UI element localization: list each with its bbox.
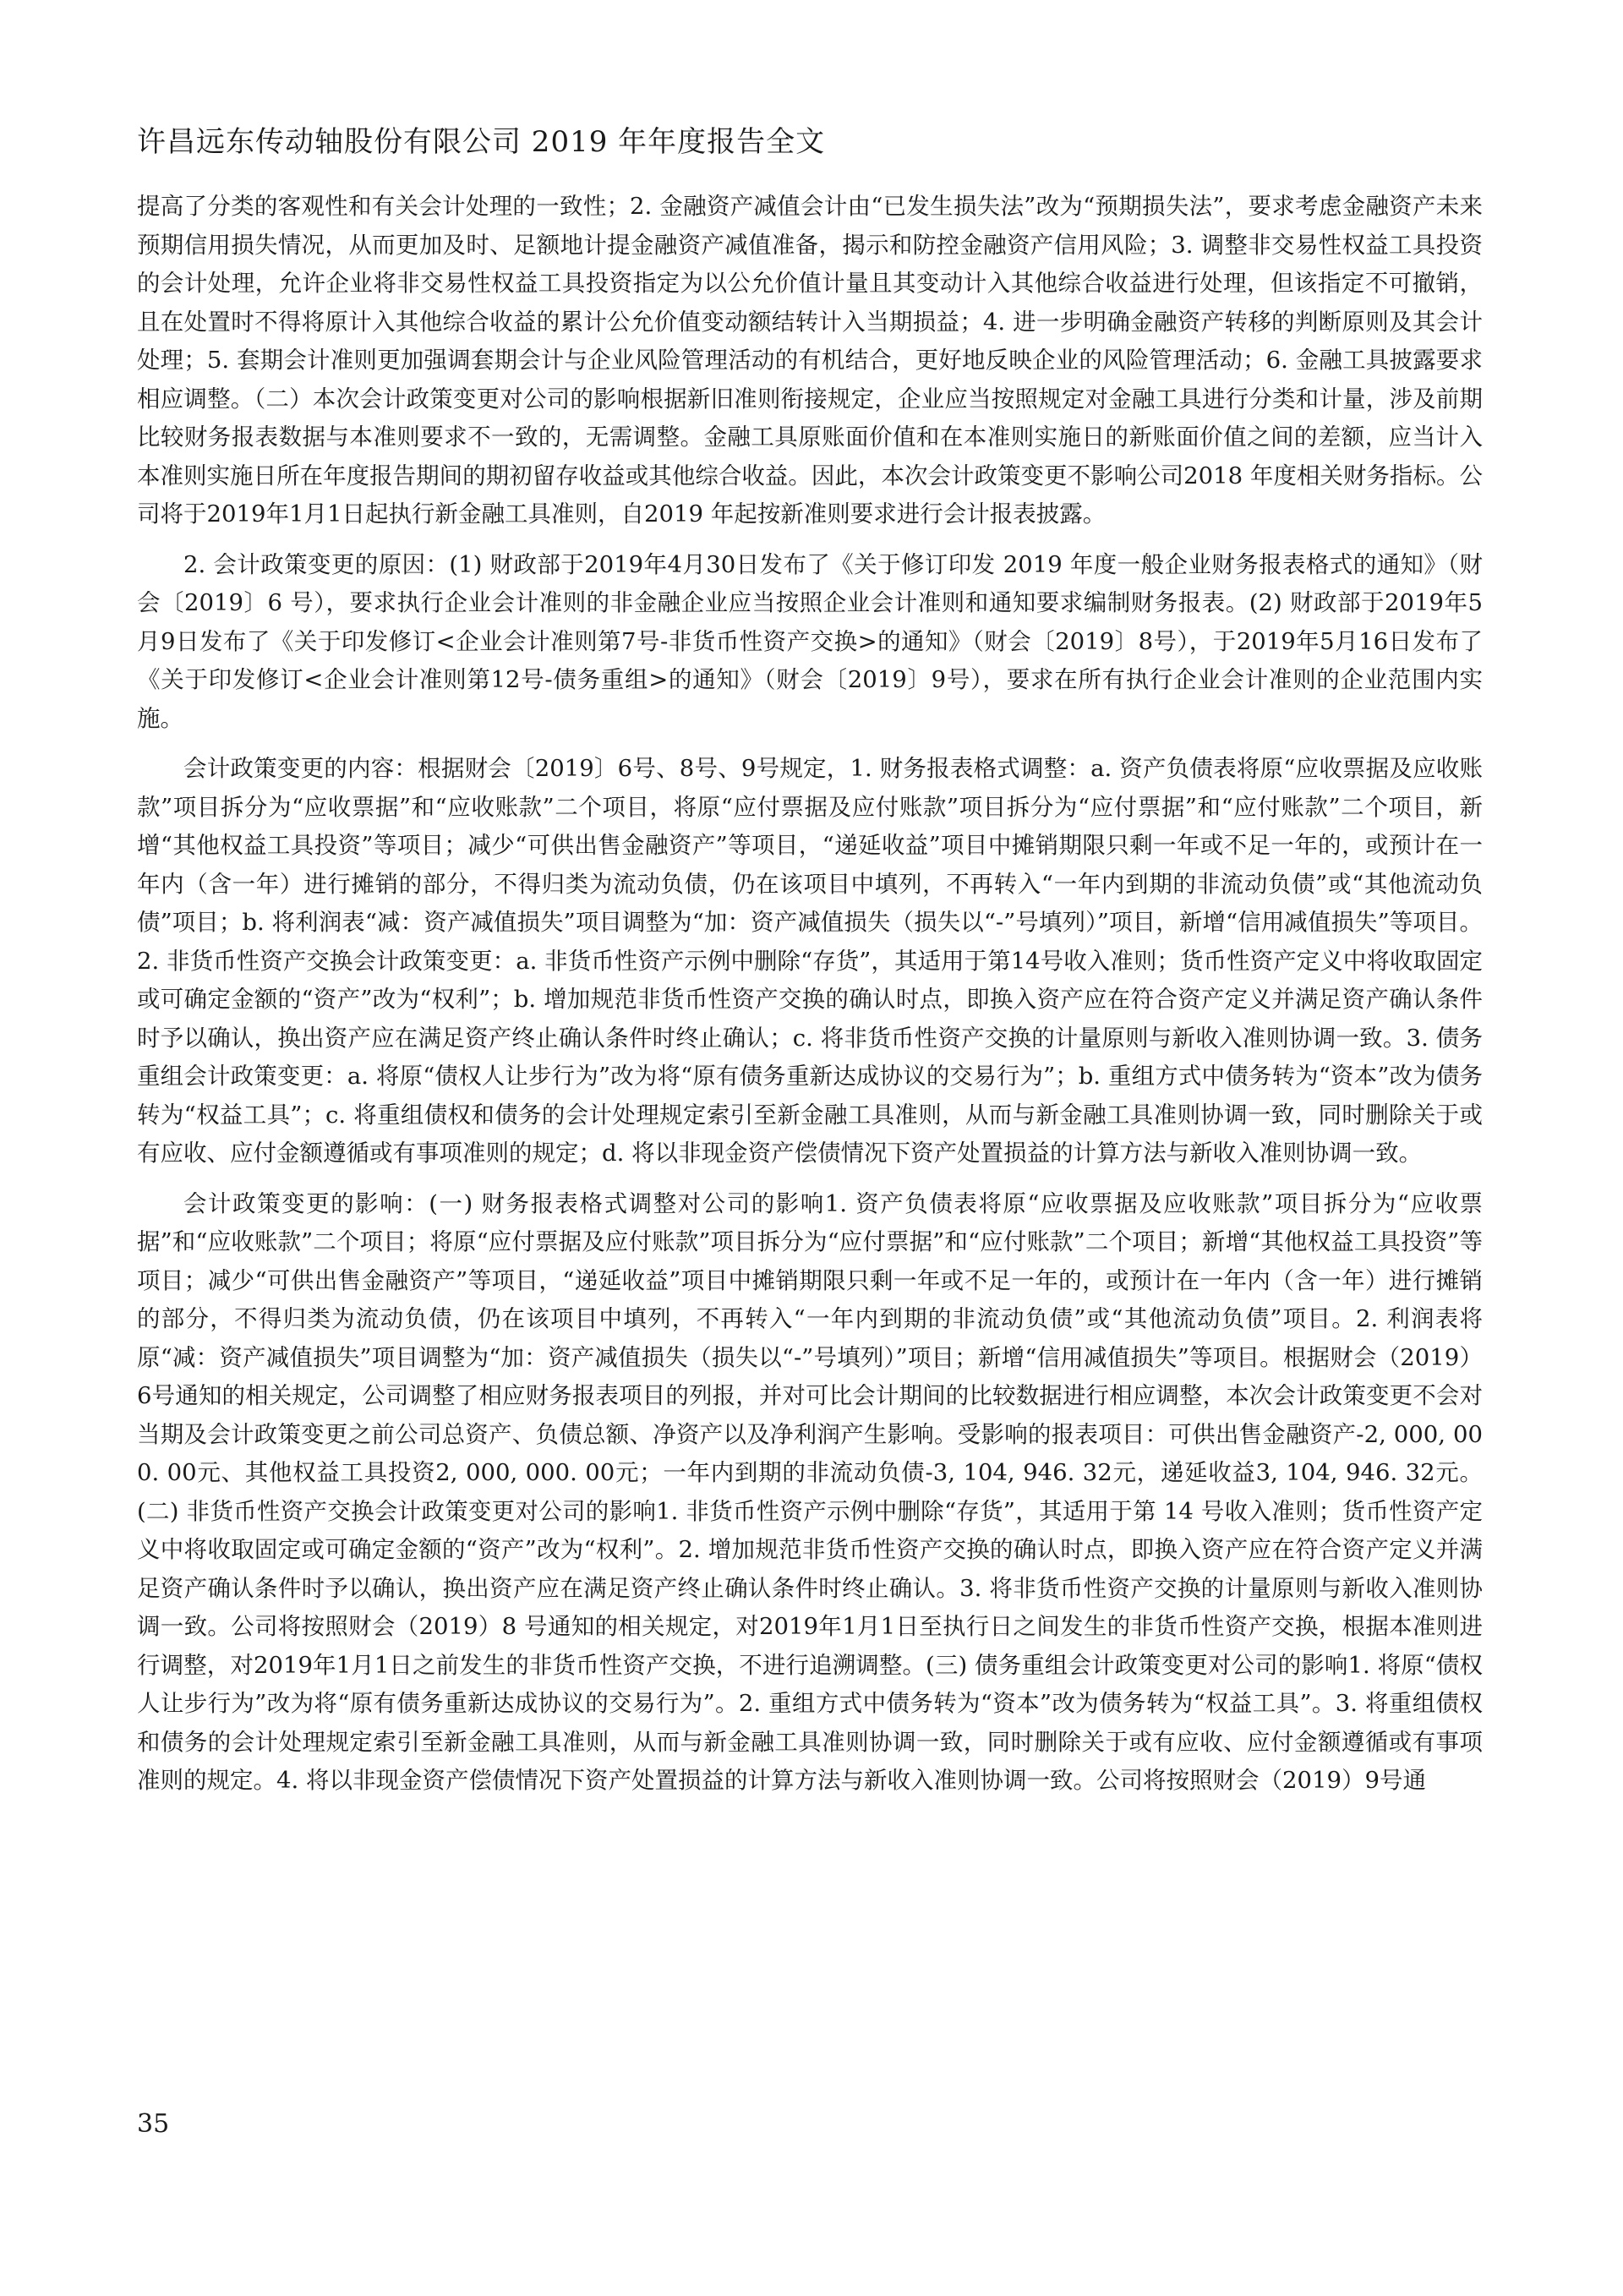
page-number: 35 [137,2109,170,2139]
paragraph-policy-change-reason: 2. 会计政策变更的原因：(1) 财政部于2019年4月30日发布了《关于修订印发 2019 年度一般企业财务报表格式的通知》（财会〔2019〕6 号），要求执行企业会计准则的非金融企业应当按照企业会计准则和通知要求编制财务报表。(2) 财政部于2019年5月9日发布了《关于印发修订<企业会计准则第7号-非货币性资产交换>的通知》（财会〔2019〕8号），于2019年5月16日发布了《关于印发修订<企业会计准则第12号-债务重组>的通知》（财会〔2019〕9号），要求在所有执行企业会计准则的企业范围内实施。 [137,550,1483,732]
paragraph-policy-change-impact: 会计政策变更的影响：(一) 财务报表格式调整对公司的影响1. 资产负债表将原“应收票据及应收账款”项目拆分为“应收票据”和“应收账款”二个项目；将原“应付票据及应付账款”项目拆分为“应付票据”和“应付账款”二个项目；新增“其他权益工具投资”等项目；减少“可供出售金融资产”等项目，“递延收益”项目中摊销期限只剩一年或不足一年的，或预计在一年内（含一年）进行摊销的部分，不得归类为流动负债，仍在该项目中填列，不再转入“一年内到期的非流动负债”或“其他流动负债”项目。2. 利润表将原“减：资产减值损失”项目调整为“加：资产减值损失（损失以“-”号填列）”项目；新增“信用减值损失”等项目。根据财会（2019）6号通知的相关规定，公司调整了相应财务报表项目的列报，并对可比会计期间的比较数据进行相应调整，本次会计政策变更不会对当期及会计政策变更之前公司总资产、负债总额、净资产以及净利润产生影响。受影响的报表项目：可供出售金融资产-2, 000, 000. 00元、其他权益工具投资2, 000, 000. 00元；一年内到期的非流动负债-3, 104, 946. 32元，递延收益3, 104, 946. 32元。(二) 非货币性资产交换会计政策变更对公司的影响1. 非货币性资产示例中删除“存货”，其适用于第 14 号收入准则；货币性资产定义中将收取固定或可确定金额的“资产”改为“权利”。2. 增加规范非货币性资产交换的确认时点，即换入资产应在符合资产定义并满足资产确认条件时予以确认，换出资产应在满足资产终止确认条件时终止确认。3. 将非货币性资产交换的计量原则与新收入准则协调一致。公司将按照财会（2019）8 号通知的相关规定，对2019年1月1日至执行日之间发生的非货币性资产交换，根据本准则进行调整，对2019年1月1日之前发生的非货币性资产交换，不进行追溯调整。(三) 债务重组会计政策变更对公司的影响1. 将原“债权人让步行为”改为将“原有债务重新达成协议的交易行为”。2. 重组方式中债务转为“资本”改为债务转为“权益工具”。3. 将重组债权和债务的会计处理规定索引至新金融工具准则，从而与新金融工具准则协调一致，同时删除关于或有应收、应付金额遵循或有事项准则的规定。4. 将以非现金资产偿债情况下资产处置损益的计算方法与新收入准则协调一致。公司将按照财会（2019）9号通 [137,1189,1483,1794]
report-body [137,188,1483,1812]
paragraph-financial-instruments: 提高了分类的客观性和有关会计处理的一致性；2. 金融资产减值会计由“已发生损失法”改为“预期损失法”，要求考虑金融资产未来预期信用损失情况，从而更加及时、足额地计提金融资产减值准备，揭示和防控金融资产信用风险；3. 调整非交易性权益工具投资的会计处理，允许企业将非交易性权益工具投资指定为以公允价值计量且其变动计入其他综合收益进行处理，但该指定不可撤销，且在处置时不得将原计入其他综合收益的累计公允价值变动额结转计入当期损益；4. 进一步明确金融资产转移的判断原则及其会计处理；5. 套期会计准则更加强调套期会计与企业风险管理活动的有机结合，更好地反映企业的风险管理活动；6. 金融工具披露要求相应调整。（二）本次会计政策变更对公司的影响根据新旧准则衔接规定，企业应当按照规定对金融工具进行分类和计量，涉及前期比较财务报表数据与本准则要求不一致的，无需调整。金融工具原账面价值和在本准则实施日的新账面价值之间的差额，应当计入本准则实施日所在年度报告期间的期初留存收益或其他综合收益。因此，本次会计政策变更不影响公司2018 年度相关财务指标。公司将于2019年1月1日起执行新金融工具准则，自2019 年起按新准则要求进行会计报表披露。 [137,193,1483,528]
paragraph-policy-change-content: 会计政策变更的内容：根据财会〔2019〕6号、8号、9号规定，1. 财务报表格式调整：a. 资产负债表将原“应收票据及应收账款”项目拆分为“应收票据”和“应收账款”二个项目，将原“应付票据及应付账款”项目拆分为“应付票据”和“应付账款”二个项目，新增“其他权益工具投资”等项目；减少“可供出售金融资产”等项目，“递延收益”项目中摊销期限只剩一年或不足一年的，或预计在一年内（含一年）进行摊销的部分，不得归类为流动负债，仍在该项目中填列，不再转入“一年内到期的非流动负债”或“其他流动负债”项目；b. 将利润表“减：资产减值损失”项目调整为“加：资产减值损失（损失以“-”号填列）”项目，新增“信用减值损失”等项目。2. 非货币性资产交换会计政策变更：a. 非货币性资产示例中删除“存货”，其适用于第14号收入准则；货币性资产定义中将收取固定或可确定金额的“资产”改为“权利”；b. 增加规范非货币性资产交换的确认时点，即换入资产应在符合资产定义并满足资产确认条件时予以确认，换出资产应在满足资产终止确认条件时终止确认；c. 将非货币性资产交换的计量原则与新收入准则协调一致。3. 债务重组会计政策变更：a. 将原“债权人让步行为”改为将“原有债务重新达成协议的交易行为”；b. 重组方式中债务转为“资本”改为债务转为“权益工具”；c. 将重组债权和债务的会计处理规定索引至新金融工具准则，从而与新金融工具准则协调一致，同时删除关于或有应收、应付金额遵循或有事项准则的规定；d. 将以非现金资产偿债情况下资产处置损益的计算方法与新收入准则协调一致。 [137,755,1483,1167]
report-header-title: 许昌远东传动轴股份有限公司 2019 年年度报告全文 [137,125,826,159]
